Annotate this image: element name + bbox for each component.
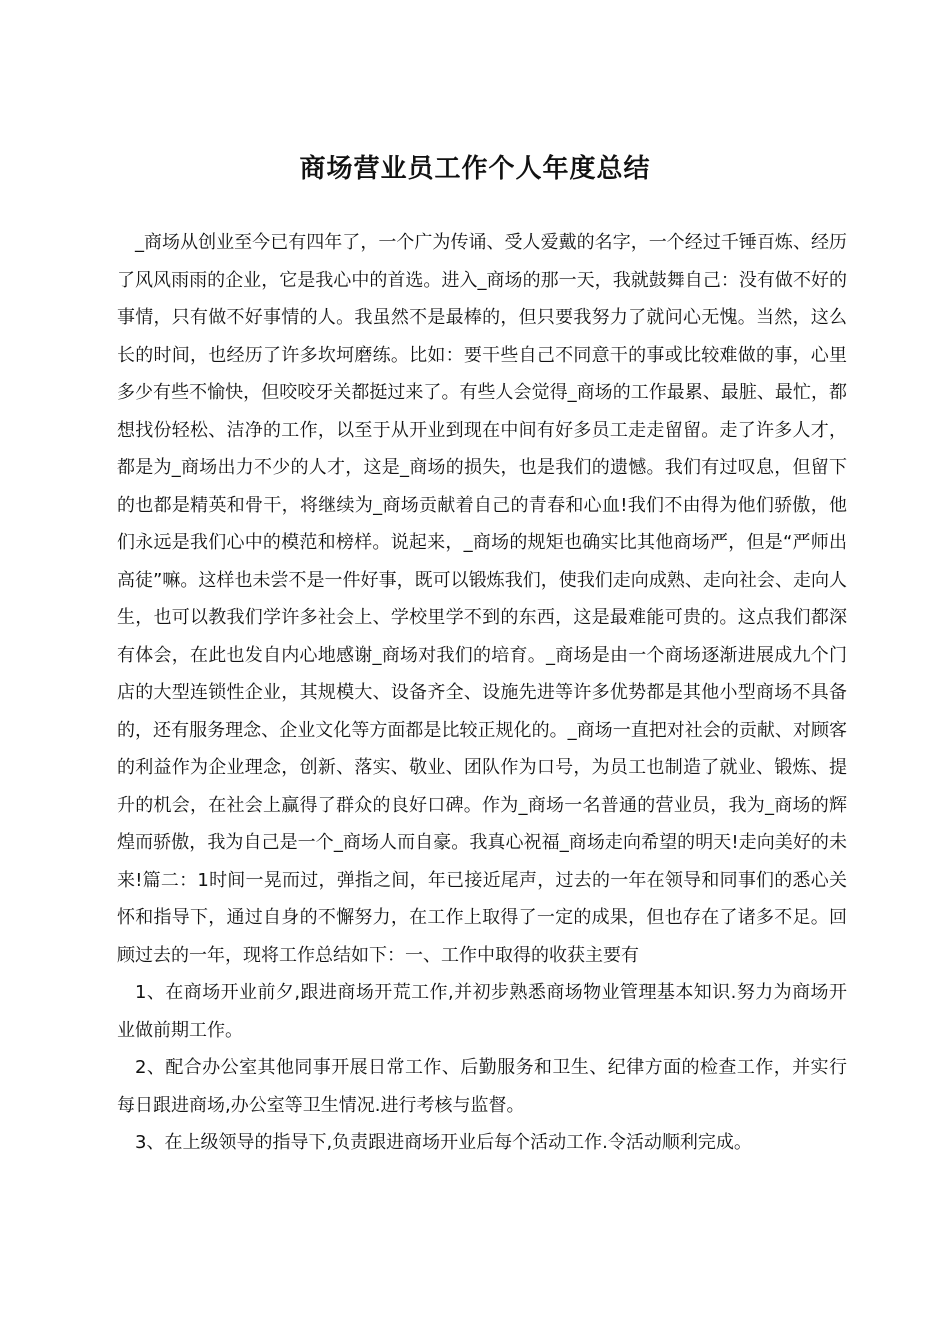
list-item-1: 1、在商场开业前夕,跟进商场开荒工作,并初步熟悉商场物业管理基本知识.努力为商场开业做前期工作。: [117, 982, 847, 1041]
list-item-2: 2、配合办公室其他同事开展日常工作、后勤服务和卫生、纪律方面的检查工作，并实行每日跟进商场,办公室等卫生情况.进行考核与监督。: [117, 1057, 847, 1116]
list-item-3: 3、在上级领导的指导下,负责跟进商场开业后每个活动工作.令活动顺利完成。: [135, 1132, 752, 1153]
document-title: 商场营业员工作个人年度总结: [299, 154, 651, 185]
body-paragraph: _商场从创业至今已有四年了，一个广为传诵、受人爱戴的名字，一个经过千锤百炼、经历了风风雨雨的企业，它是我心中的首选。进入_商场的那一天，我就鼓舞自己：没有做不好的事情，只有做不好事情的人。我虽然不是最棒的，但只要我努力了就问心无愧。当然，这么长的时间，也经历了许多坎坷磨练。比如：要干些自己不同意干的事或比较难做的事，心里多少有些不愉快，但咬咬牙关都挺过来了。有些人会觉得_商场的工作最累、最脏、最忙，都想找份轻松、洁净的工作，以至于从开业到现在中间有好多员工走走留留。走了许多人才，都是为_商场出力不少的人才，这是_商场的损失，也是我们的遗憾。我们有过叹息，但留下的也都是精英和骨干，将继续为_商场贡献着自己的青春和心血!我们不由得为他们骄傲，他们永远是我们心中的模范和榜样。说起来，_商场的规矩也确实比其他商场严，但是“严师出高徒”嘛。这样也未尝不是一件好事，既可以锻炼我们，使我们走向成熟、走向社会、走向人生，也可以教我们学许多社会上、学校里学不到的东西，这是最难能可贵的。这点我们都深有体会，在此也发自内心地感谢_商场对我们的培育。_商场是由一个商场逐渐进展成九个门店的大型连锁性企业，其规模大、设备齐全、设施先进等许多优势都是其他小型商场不具备的，还有服务理念、企业文化等方面都是比较正规化的。_商场一直把对社会的贡献、对顾客的利益作为企业理念，创新、落实、敬业、团队作为口号，为员工也制造了就业、锻炼、提升的机会，在社会上赢得了群众的良好口碑。作为_商场一名普通的营业员，我为_商场的辉煌而骄傲，我为自己是一个_商场人而自豪。我真心祝福_商场走向希望的明天!走向美好的未来!篇二：1时间一晃而过，弹指之间，年已接近尾声，过去的一年在领导和同事们的悉心关怀和指导下，通过自身的不懈努力，在工作上取得了一定的成果，但也存在了诸多不足。回顾过去的一年，现将工作总结如下：一、工作中取得的收获主要有: [117, 232, 847, 966]
document-body: [117, 224, 847, 1162]
